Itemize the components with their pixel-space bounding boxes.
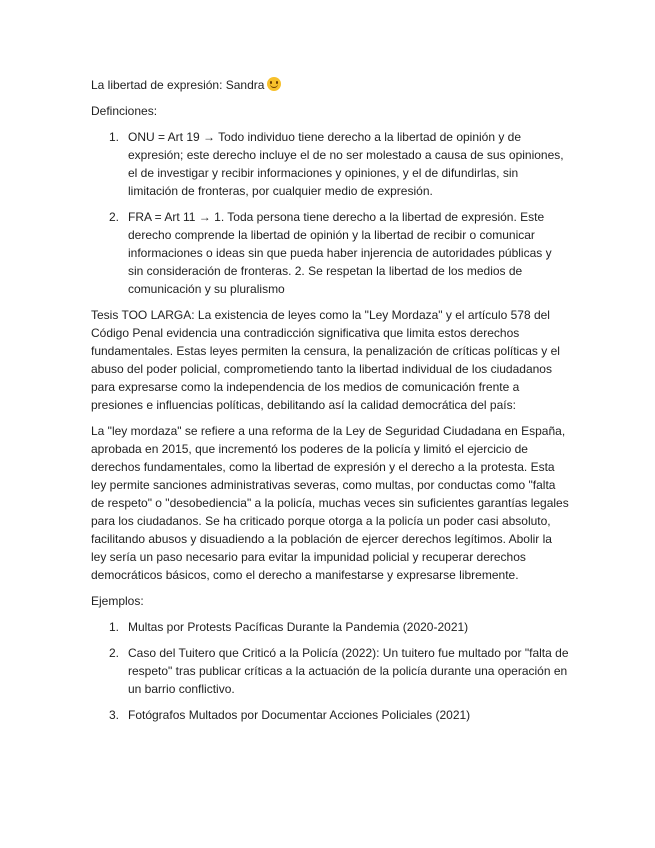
list-text: FRA = Art 11 → 1. Toda persona tiene derecho a la libertad de expresión. Este derecho comprende la libertad de opinión y la libertad de recibir o comunicar informaciones o ideas sin que pueda haber injerencia de autoridades públicas y sin consideración de fronteras. 2. Se respetan la libertad de los medios de comunicación y su pluralismo xyxy=(128,210,552,296)
definitions-heading: Definciones: xyxy=(91,104,158,118)
thesis-paragraph: Tesis TOO LARGA: La existencia de leyes como la "Ley Mordaza" y el artículo 578 del Código Penal evidencia una contradicción significativa que limita estos derechos fundamentales. Estas leyes permiten la censura, la penalización de críticas políticas y el abuso del poder policial, comprometiendo tanto la libertad individual de los ciudadanos para expresarse como la independencia de los medios de comunicación frente a presiones e influencias políticas, debilitando así la calidad democrática del país: xyxy=(91,308,560,412)
list-number: 2. xyxy=(109,646,120,660)
list-text: Caso del Tuitero que Criticó a la Policía (2022): Un tuitero fue multado por "falta de respeto" tras publicar críticas a la actuación de la policía durante una operación en un barrio conflictivo. xyxy=(128,646,569,696)
smiling-face-icon xyxy=(267,77,281,91)
list-item xyxy=(91,128,569,200)
list-text: ONU = Art 19 → Todo individuo tiene derecho a la libertad de opinión y de expresión; este derecho incluye el de no ser molestado a causa de sus opiniones, el de investigar y recibir informaciones y opiniones, y el de difundirlas, sin limitación de fronteras, por cualquier medio de expresión. xyxy=(128,130,564,198)
list-number: 2. xyxy=(109,210,120,224)
definitions-list xyxy=(91,128,569,298)
ley-mordaza-paragraph: La "ley mordaza" se refiere a una reforma de la Ley de Seguridad Ciudadana en España, aprobada en 2015, que incrementó los poderes de la policía y limitó el ejercicio de derechos fundamentales, como la libertad de expresión y el derecho a la protesta. Esta ley permite sanciones administrativas severas, como multas, por conductas como "falta de respeto" o "desobediencia" a la policía, muchas veces sin suficientes garantías legales para los ciudadanos. Se ha criticado porque otorga a la policía un poder casi absoluto, facilitando abusos y disuadiendo a la población de ejercer derechos legítimos. Abolir la ley sería un paso necesario para evitar la impunidad policial y recuperar derechos democráticos básicos, como el derecho a manifestarse y expresarse libremente. xyxy=(91,424,569,582)
list-item xyxy=(91,644,569,698)
list-text: Multas por Protests Pacíficas Durante la Pandemia (2020-2021) xyxy=(128,620,469,634)
list-text: Fotógrafos Multados por Documentar Acciones Policiales (2021) xyxy=(128,708,471,722)
examples-list xyxy=(91,618,569,724)
list-item xyxy=(91,618,569,636)
document-page xyxy=(91,76,569,732)
list-item xyxy=(91,208,569,298)
document-title xyxy=(91,76,569,94)
title-text: La libertad de expresión: Sandra xyxy=(91,78,265,92)
list-number: 1. xyxy=(109,620,120,634)
list-number: 3. xyxy=(109,708,120,722)
list-item xyxy=(91,706,569,724)
examples-heading: Ejemplos: xyxy=(91,594,144,608)
list-number: 1. xyxy=(109,130,120,144)
